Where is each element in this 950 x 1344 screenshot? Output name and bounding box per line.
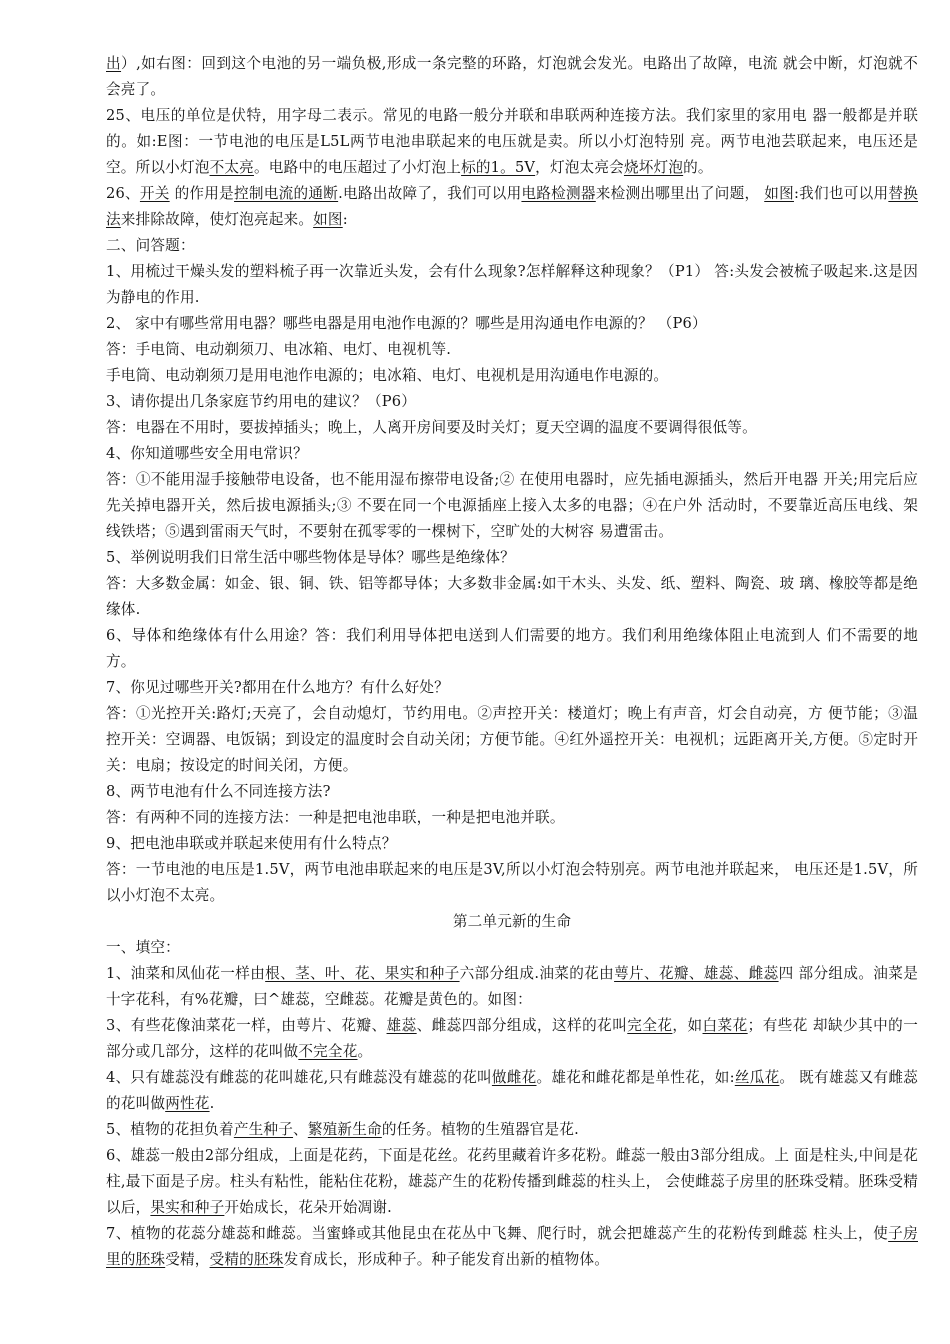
text-run: 、 (293, 1121, 308, 1138)
paragraph (106, 1117, 918, 1143)
text-run: 答：一节电池的电压是1.5V，两节电池串联起来的电压是3V,所以小灯泡会特别亮。两节电池并联起来， 电压还是1.5V，所以小灯泡不太亮。 (106, 861, 918, 904)
paragraph (106, 389, 918, 415)
text-run: 3、请你提出几条家庭节约用电的建议？（P6） (106, 393, 417, 410)
paragraph (106, 935, 918, 961)
paragraph (106, 103, 918, 181)
text-run: 的。 (683, 159, 713, 176)
paragraph (106, 831, 918, 857)
text-run: 。 (357, 1043, 373, 1060)
paragraph (106, 623, 918, 675)
text-run: 一、填空： (106, 939, 180, 956)
underlined-term: 萼片、花瓣、雄蕊、雌蕊 (614, 965, 779, 982)
paragraph (106, 571, 918, 623)
underlined-term: 雄蕊 (386, 1017, 417, 1034)
text-run: 4、你知道哪些安全用电常识？ (106, 445, 308, 462)
document-body (106, 51, 918, 1273)
paragraph (106, 441, 918, 467)
underlined-term: 完全花 (627, 1017, 673, 1034)
text-run: 四 部分组成。油菜是十字花科，有%花瓣，曰^雄蕊，空雌蕊。花瓣是黄色的。如图： (106, 965, 918, 1008)
paragraph (106, 363, 918, 389)
text-run: 。 既有雄蕊又有雌蕊的花叫做 (106, 1069, 918, 1112)
underlined-term: 烧坏灯泡 (623, 159, 684, 176)
text-run: 。电路中的电压超过了小灯泡上 (253, 159, 462, 176)
paragraph (106, 337, 918, 363)
text-run: 7、植物的花蕊分雄蕊和雌蕊。当蜜蜂或其他昆虫在花丛中飞舞、爬行时，就会把雄蕊产生的花粉传到雌蕊 柱头上，使 (106, 1225, 889, 1242)
paragraph (106, 1143, 918, 1221)
text-run: 1、油菜和凤仙花一样由 (106, 965, 266, 982)
text-run: 来排除故障，使灯泡亮起来。 (120, 211, 314, 228)
underlined-term: 做雌花 (491, 1069, 537, 1086)
text-run: ）,如右图：回到这个电池的另一端负极,形成一条完整的环路，灯泡就会发光。电路出了故障，电流 就会中断，灯泡就不会亮了。 (106, 55, 919, 98)
underlined-term: 控制电流的通断 (234, 185, 339, 202)
underlined-term: 标的1。5V (461, 159, 536, 176)
text-run: 5、植物的花担负着 (106, 1121, 234, 1138)
text-run: 答：①光控开关:路灯;天亮了，会自动熄灯，节约用电。②声控开关：楼道灯；晚上有声音，灯会自动亮，方 便节能；③温控开关：空调器、电饭锅；到设定的温度时会自动关闭；方便节能。④红外遥控开关：电视机；远距离开关,方便。⑤定时开关：电扇；按设定的时间关闭，方便。 (106, 705, 918, 774)
text-run: 发育成长，形成种子。种子能发育出新的植物体。 (283, 1251, 610, 1268)
text-run: 5、举例说明我们日常生活中哪些物体是导体？哪些是绝缘体？ (106, 549, 515, 566)
paragraph (106, 259, 918, 311)
text-run: 答：①不能用湿手接触带电设备，也不能用湿布擦带电设备;② 在使用电器时，应先插电源插头，然后开电器 开关;用完后应先关掉电器开关，然后拔电源插头;③ 不要在同一个电源插座上接入太多的电器；④在户外 活动时，不要靠近高压电线、架线铁塔；⑤遇到雷雨天气时，不要射在孤零零的一棵树下，空旷处的大树容 易遭雷击。 (106, 471, 918, 540)
text-run: 手电筒、电动剃须刀是用电池作电源的；电冰箱、电灯、电视机是用沟通电作电源的。 (106, 367, 669, 384)
text-run: 答：有两种不同的连接方法：一种是把电池串联，一种是把电池并联。 (106, 809, 565, 826)
underlined-term: 产生种子 (233, 1121, 294, 1138)
text-run: 6、导体和绝缘体有什么用途？答：我们利用导体把电送到人们需要的地方。我们利用绝缘体阻止电流到人 们不需要的地方。 (106, 627, 918, 670)
text-run: 答：电器在不用时，要拔掉插头；晚上，人离开房间要及时关灯；夏天空调的温度不要调得很低等。 (106, 419, 757, 436)
text-run: 1、用梳过干燥头发的塑料梳子再一次靠近头发，会有什么现象?怎样解释这种现象？（P1） 答:头发会被梳子吸起来.这是因为静电的作用. (106, 263, 918, 306)
text-run: 的任务。植物的生殖器官是花. (381, 1121, 579, 1138)
text-run: 第二单元新的生命 (452, 913, 572, 930)
text-run: 3、有些花像油菜花一样，由萼片、花瓣、 (106, 1017, 387, 1034)
text-run: 的作用是 (169, 185, 235, 202)
paragraph (106, 1013, 918, 1065)
text-run: 4、只有雄蕊没有雌蕊的花叫雄花,只有雌蕊没有雄蕊的花叫 (106, 1069, 492, 1086)
text-run: 2、 家中有哪些常用电器？哪些电器是用电池作电源的？哪些是用沟通电作电源的？ （P6） (106, 315, 707, 332)
underlined-term: 白菜花 (702, 1017, 748, 1034)
text-run: 来检测出哪里出了问题， (595, 185, 765, 202)
text-run: . (209, 1095, 215, 1112)
paragraph (106, 415, 918, 441)
text-run: 7、你见过哪些开关?都用在什么地方？有什么好处？ (106, 679, 449, 696)
paragraph (106, 909, 918, 935)
text-run: ，如 (672, 1017, 703, 1034)
underlined-term: 两性花 (165, 1095, 210, 1112)
underlined-term: 替换法 (106, 185, 919, 228)
underlined-term: 根、茎、叶、花、果实和种子 (265, 965, 460, 982)
text-run: 答：大多数金属：如金、银、铜、铁、铝等都导体；大多数非金属:如干木头、头发、纸、塑料、陶瓷、玻 璃、橡胶等都是绝缘体. (106, 575, 918, 618)
paragraph (106, 467, 918, 545)
text-run: 8、两节电池有什么不同连接方法? (106, 783, 331, 800)
paragraph (106, 805, 918, 831)
underlined-term: 子房里的胚珠 (106, 1225, 918, 1268)
paragraph (106, 857, 918, 909)
text-run: 。雄花和雌花都是单性花，如: (536, 1069, 735, 1086)
paragraph (106, 233, 918, 259)
text-run: ；有些花 却缺少其中的一部分或几部分，这样的花叫做 (106, 1017, 918, 1060)
paragraph (106, 701, 918, 779)
text-run: 开始成长，花朵开始凋谢. (224, 1199, 392, 1216)
paragraph (106, 961, 918, 1013)
paragraph (106, 51, 918, 103)
paragraph (106, 1221, 918, 1273)
underlined-term: 受精的胚珠 (209, 1251, 284, 1268)
underlined-term: 电路检测器 (521, 185, 596, 202)
text-run: 26、 (106, 185, 140, 202)
underlined-term: 果实和种子 (150, 1199, 225, 1216)
text-run: 六部分组成.油菜的花由 (459, 965, 615, 982)
text-run: ，灯泡太亮会 (535, 159, 624, 176)
text-run: 6、雄蕊一般由2部分组成，上面是花药，下面是花丝。花药里藏着许多花粉。雌蕊一般由3部分组成。上 面是柱头,中间是花柱,最下面是子房。柱头有粘性，能粘住花粉，雄蕊产生的花粉传播到雌蕊的柱头上， 会使雌蕊子房里的胚珠受精。胚珠受精以后， (106, 1147, 918, 1216)
paragraph (106, 1065, 918, 1117)
text-run: .电路出故障了，我们可以用 (338, 185, 522, 202)
text-run: 受精， (165, 1251, 210, 1268)
underlined-term: 繁殖新生命 (307, 1121, 382, 1138)
underlined-term: 丝瓜花 (734, 1069, 780, 1086)
paragraph (106, 181, 918, 233)
text-run: 、雌蕊四部分组成，这样的花叫 (416, 1017, 628, 1034)
text-run: 二、问答题： (106, 237, 195, 254)
paragraph (106, 675, 918, 701)
paragraph (106, 545, 918, 571)
text-run: : (342, 211, 348, 228)
text-run: 答：手电筒、电动剃须刀、电冰箱、电灯、电视机等. (106, 341, 452, 358)
underlined-term: 出 (106, 55, 122, 72)
underlined-term: 如图 (764, 185, 794, 202)
underlined-term: 开关 (139, 185, 170, 202)
text-run: 9、把电池串联或并联起来使用有什么特点？ (106, 835, 397, 852)
underlined-term: 如图 (313, 211, 343, 228)
paragraph (106, 779, 918, 805)
underlined-term: 不太亮 (209, 159, 254, 176)
text-run: :我们也可以用 (793, 185, 889, 202)
underlined-term: 不完全花 (298, 1043, 358, 1060)
paragraph (106, 311, 918, 337)
text-run: 25、电压的单位是伏特，用字母二表示。常见的电路一般分并联和串联两种连接方法。我们家里的家用电 器一般都是并联的。如:E图：一节电池的电压是L5L两节电池串联起来的电压就是卖。所以小灯泡特别 亮。两节电池芸联起来，电压还是空。所以小灯泡 (106, 107, 918, 176)
